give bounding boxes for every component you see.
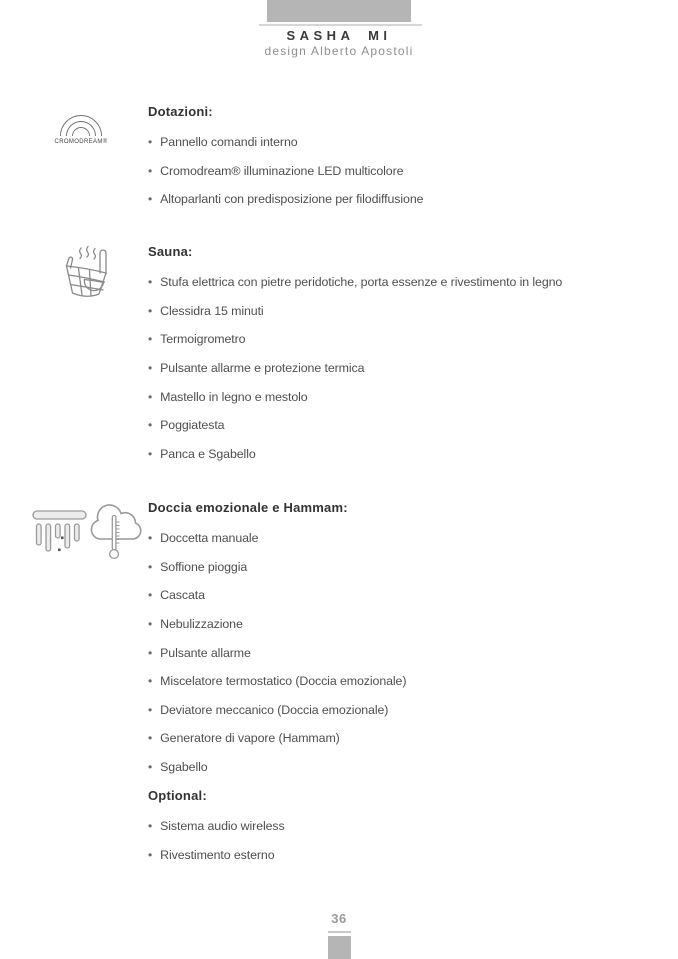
list-item: • Generatore di vapore (Hammam)	[148, 724, 638, 753]
list-item: • Termoigrometro	[148, 325, 638, 354]
header-divider-line	[259, 24, 422, 26]
footer-divider-line	[328, 931, 351, 933]
product-title: SASHA MI	[286, 28, 392, 43]
list-item: • Pulsante allarme	[148, 638, 638, 667]
list-item: • Rivestimento esterno	[148, 841, 638, 870]
bullet-list	[148, 268, 638, 468]
bullet-list	[148, 524, 638, 781]
footer-accent-square	[328, 936, 351, 959]
list-item: • Pulsante allarme e protezione termica	[148, 354, 638, 383]
section-dotazioni	[148, 104, 638, 214]
thermometer-bulb	[110, 550, 119, 559]
list-item: • Clessidra 15 minuti	[148, 297, 638, 326]
list-item: • Pannello comandi interno	[148, 128, 638, 157]
section-optional	[148, 788, 638, 869]
cromodream-icon	[47, 110, 115, 145]
list-item: • Cascata	[148, 581, 638, 610]
section-heading: Doccia emozionale e Hammam:	[148, 500, 348, 515]
list-item: • Sistema audio wireless	[148, 812, 638, 841]
list-item: • Altoparlanti con predisposizione per filodiffusione	[148, 185, 638, 214]
section-doccia-hammam	[148, 500, 638, 781]
rainbow-arcs-icon	[55, 110, 107, 137]
header-accent-bar	[267, 0, 411, 22]
bullet-list	[148, 812, 638, 869]
list-item: • Doccetta manuale	[148, 524, 638, 553]
shower-cloud-thermometer-icon	[31, 502, 143, 564]
page-number: 36	[331, 911, 347, 926]
list-item: • Poggiatesta	[148, 411, 638, 440]
list-item: • Sgabello	[148, 753, 638, 782]
list-item: • Nebulizzazione	[148, 610, 638, 639]
section-heading: Optional:	[148, 788, 207, 803]
bullet-list	[148, 128, 638, 214]
list-item: • Panca e Sgabello	[148, 440, 638, 469]
section-heading: Dotazioni:	[148, 104, 213, 119]
list-item: • Deviatore meccanico (Doccia emozionale)	[148, 696, 638, 725]
sauna-bucket-icon	[59, 242, 117, 302]
list-item: • Cromodream® illuminazione LED multicolore	[148, 157, 638, 186]
list-item: • Mastello in legno e mestolo	[148, 382, 638, 411]
list-item: • Soffione pioggia	[148, 553, 638, 582]
list-item: • Stufa elettrica con pietre peridotiche, porta essenze e rivestimento in legno	[148, 268, 638, 297]
cromodream-caption: CROMODREAM®	[54, 139, 108, 145]
section-sauna	[148, 244, 638, 468]
shower-head	[33, 511, 86, 519]
list-item: • Miscelatore termostatico (Doccia emozionale)	[148, 667, 638, 696]
section-heading: Sauna:	[148, 244, 193, 259]
thermometer-tube	[112, 516, 116, 551]
designer-subtitle: design Alberto Apostoli	[264, 44, 414, 58]
